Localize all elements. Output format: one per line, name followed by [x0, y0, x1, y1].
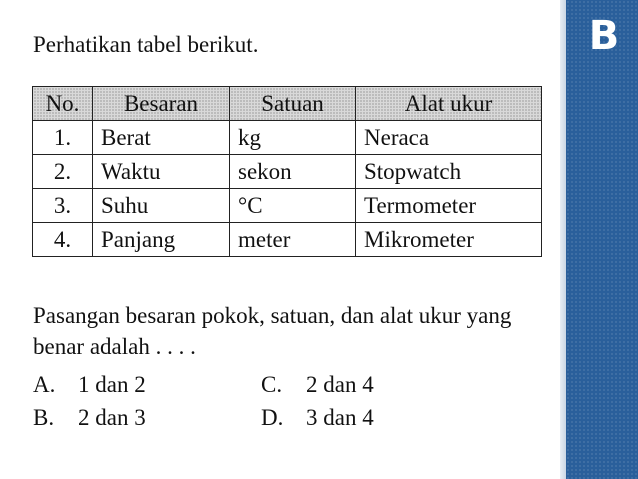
option-letter: B.: [33, 405, 55, 430]
cell-satuan: °C: [230, 189, 356, 223]
option-letter: C.: [261, 372, 283, 397]
header-no: No.: [33, 87, 93, 121]
cell-alat-ukur: Termometer: [356, 189, 542, 223]
option-text: 2 dan 3: [78, 405, 146, 430]
cell-satuan: meter: [230, 223, 356, 257]
table-row: [33, 155, 542, 189]
table-header-row: [33, 87, 542, 121]
header-besaran: Besaran: [93, 87, 230, 121]
option-text: 3 dan 4: [306, 405, 374, 430]
option-b[interactable]: [33, 401, 146, 434]
units-table: [32, 86, 542, 257]
cell-no: 1.: [33, 121, 93, 155]
cell-besaran: Panjang: [93, 223, 230, 257]
option-d[interactable]: [261, 401, 374, 434]
header-alat-ukur: Alat ukur: [356, 87, 542, 121]
intro-text: Perhatikan tabel berikut.: [33, 32, 259, 57]
cell-besaran: Waktu: [93, 155, 230, 189]
table-row: [33, 121, 542, 155]
header-satuan: Satuan: [230, 87, 356, 121]
cell-alat-ukur: Stopwatch: [356, 155, 542, 189]
cell-no: 3.: [33, 189, 93, 223]
question-text: Pasangan besaran pokok, satuan, dan alat ukur yang benar adalah . . . .: [33, 303, 512, 359]
option-text: 1 dan 2: [78, 372, 146, 397]
option-text: 2 dan 4: [306, 372, 374, 397]
slide-sidebar: [566, 0, 638, 479]
cell-alat-ukur: Mikrometer: [356, 223, 542, 257]
cell-satuan: kg: [230, 121, 356, 155]
cell-no: 4.: [33, 223, 93, 257]
cell-satuan: sekon: [230, 155, 356, 189]
cell-no: 2.: [33, 155, 93, 189]
option-a[interactable]: [33, 368, 146, 401]
option-letter: D.: [261, 405, 284, 430]
table-row: [33, 189, 542, 223]
option-c[interactable]: [261, 368, 374, 401]
option-letter: A.: [33, 372, 56, 397]
cell-besaran: Berat: [93, 121, 230, 155]
cell-alat-ukur: Neraca: [356, 121, 542, 155]
answer-badge: B: [588, 13, 620, 59]
cell-besaran: Suhu: [93, 189, 230, 223]
table-row: [33, 223, 542, 257]
